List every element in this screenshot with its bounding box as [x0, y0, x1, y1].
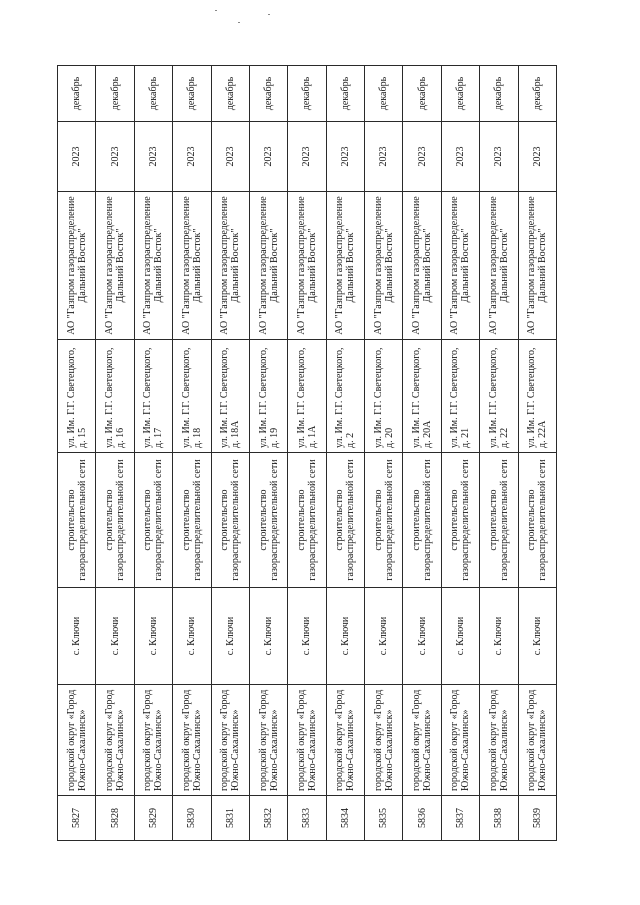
scan-speck	[215, 10, 217, 11]
row-number: 5832	[249, 796, 287, 841]
settlement-cell: с. Ключи	[288, 588, 326, 685]
work-type-cell: строительство газораспределительной сети	[518, 453, 557, 588]
settlement-cell: с. Ключи	[480, 588, 518, 685]
organization-cell: АО "Газпром газораспределение Дальний Восток"	[365, 192, 403, 340]
row-number: 5828	[96, 796, 134, 841]
address-cell: ул. Им. Г.Г. Светецкого, д. 19	[249, 340, 287, 453]
organization-cell: АО "Газпром газораспределение Дальний Восток"	[403, 192, 441, 340]
month-cell: декабрь	[288, 66, 326, 122]
organization-cell: АО "Газпром газораспределение Дальний Восток"	[134, 192, 172, 340]
municipality-cell: городской округ «Город Южно-Сахалинск»	[96, 685, 134, 796]
municipality-cell: городской округ «Город Южно-Сахалинск»	[134, 685, 172, 796]
organization-cell: АО "Газпром газораспределение Дальний Восток"	[96, 192, 134, 340]
month-cell: декабрь	[518, 66, 557, 122]
address-cell: ул. Им. Г.Г. Светецкого, д. 18	[173, 340, 211, 453]
municipality-cell: городской округ «Город Южно-Сахалинск»	[480, 685, 518, 796]
settlement-cell: с. Ключи	[326, 588, 364, 685]
year-cell: 2023	[441, 122, 479, 192]
scan-speck	[268, 14, 270, 15]
municipality-cell: городской округ «Город Южно-Сахалинск»	[403, 685, 441, 796]
settlement-cell: с. Ключи	[211, 588, 249, 685]
municipality-cell: городской округ «Город Южно-Сахалинск»	[326, 685, 364, 796]
municipality-cell: городской округ «Город Южно-Сахалинск»	[365, 685, 403, 796]
work-type-cell: строительство газораспределительной сети	[249, 453, 287, 588]
address-cell: ул. Им. Г.Г. Светецкого, д. 18А	[211, 340, 249, 453]
row-number: 5827	[58, 796, 96, 841]
settlement-cell: с. Ключи	[249, 588, 287, 685]
address-cell: ул. Им. Г.Г. Светецкого, д. 22А	[518, 340, 557, 453]
row-number: 5831	[211, 796, 249, 841]
municipality-cell: городской округ «Город Южно-Сахалинск»	[518, 685, 557, 796]
organization-cell: АО "Газпром газораспределение Дальний Восток"	[518, 192, 557, 340]
table-row	[249, 66, 287, 841]
organization-cell: АО "Газпром газораспределение Дальний Восток"	[326, 192, 364, 340]
month-cell: декабрь	[249, 66, 287, 122]
organization-cell: АО "Газпром газораспределение Дальний Восток"	[249, 192, 287, 340]
municipality-cell: городской округ «Город Южно-Сахалинск»	[58, 685, 96, 796]
municipality-cell: городской округ «Город Южно-Сахалинск»	[249, 685, 287, 796]
table-row	[173, 66, 211, 841]
table-row	[288, 66, 326, 841]
organization-cell: АО "Газпром газораспределение Дальний Восток"	[211, 192, 249, 340]
municipality-cell: городской округ «Город Южно-Сахалинск»	[211, 685, 249, 796]
year-cell: 2023	[211, 122, 249, 192]
row-number: 5836	[403, 796, 441, 841]
row-number: 5837	[441, 796, 479, 841]
table-row	[365, 66, 403, 841]
municipality-cell: городской округ «Город Южно-Сахалинск»	[173, 685, 211, 796]
row-number: 5838	[480, 796, 518, 841]
address-cell: ул. Им. Г.Г. Светецкого, д. 2	[326, 340, 364, 453]
municipality-cell: городской округ «Город Южно-Сахалинск»	[441, 685, 479, 796]
month-cell: декабрь	[403, 66, 441, 122]
table-row	[403, 66, 441, 841]
settlement-cell: с. Ключи	[96, 588, 134, 685]
year-cell: 2023	[58, 122, 96, 192]
row-number: 5839	[518, 796, 557, 841]
month-cell: декабрь	[441, 66, 479, 122]
address-cell: ул. Им. Г.Г. Светецкого, д. 16	[96, 340, 134, 453]
month-cell: декабрь	[134, 66, 172, 122]
address-cell: ул. Им. Г.Г. Светецкого, д. 20А	[403, 340, 441, 453]
work-type-cell: строительство газораспределительной сети	[96, 453, 134, 588]
settlement-cell: с. Ключи	[134, 588, 172, 685]
year-cell: 2023	[480, 122, 518, 192]
organization-cell: АО "Газпром газораспределение Дальний Восток"	[441, 192, 479, 340]
organization-cell: АО "Газпром газораспределение Дальний Восток"	[288, 192, 326, 340]
table-row	[518, 66, 557, 841]
month-cell: декабрь	[96, 66, 134, 122]
gasification-schedule-table	[57, 65, 557, 841]
year-cell: 2023	[326, 122, 364, 192]
work-type-cell: строительство газораспределительной сети	[134, 453, 172, 588]
work-type-cell: строительство газораспределительной сети	[211, 453, 249, 588]
year-cell: 2023	[288, 122, 326, 192]
settlement-cell: с. Ключи	[58, 588, 96, 685]
row-number: 5829	[134, 796, 172, 841]
table-row	[96, 66, 134, 841]
table-row	[58, 66, 96, 841]
year-cell: 2023	[249, 122, 287, 192]
scan-speck	[238, 22, 240, 23]
work-type-cell: строительство газораспределительной сети	[480, 453, 518, 588]
address-cell: ул. Им. Г.Г. Светецкого, д. 22	[480, 340, 518, 453]
year-cell: 2023	[96, 122, 134, 192]
month-cell: декабрь	[58, 66, 96, 122]
table-row	[134, 66, 172, 841]
table-row	[441, 66, 479, 841]
address-cell: ул. Им. Г.Г. Светецкого, д. 21	[441, 340, 479, 453]
address-cell: ул. Им. Г.Г. Светецкого, д. 17	[134, 340, 172, 453]
table-row	[480, 66, 518, 841]
work-type-cell: строительство газораспределительной сети	[173, 453, 211, 588]
work-type-cell: строительство газораспределительной сети	[441, 453, 479, 588]
work-type-cell: строительство газораспределительной сети	[403, 453, 441, 588]
year-cell: 2023	[173, 122, 211, 192]
organization-cell: АО "Газпром газораспределение Дальний Восток"	[480, 192, 518, 340]
municipality-cell: городской округ «Город Южно-Сахалинск»	[288, 685, 326, 796]
organization-cell: АО "Газпром газораспределение Дальний Восток"	[58, 192, 96, 340]
settlement-cell: с. Ключи	[518, 588, 557, 685]
table-row	[211, 66, 249, 841]
month-cell: декабрь	[326, 66, 364, 122]
settlement-cell: с. Ключи	[365, 588, 403, 685]
settlement-cell: с. Ключи	[441, 588, 479, 685]
row-number: 5835	[365, 796, 403, 841]
rotated-table-page	[57, 66, 557, 841]
row-number: 5834	[326, 796, 364, 841]
month-cell: декабрь	[173, 66, 211, 122]
work-type-cell: строительство газораспределительной сети	[288, 453, 326, 588]
settlement-cell: с. Ключи	[173, 588, 211, 685]
month-cell: декабрь	[480, 66, 518, 122]
year-cell: 2023	[403, 122, 441, 192]
year-cell: 2023	[365, 122, 403, 192]
address-cell: ул. Им. Г.Г. Светецкого, д. 1А	[288, 340, 326, 453]
work-type-cell: строительство газораспределительной сети	[365, 453, 403, 588]
settlement-cell: с. Ключи	[403, 588, 441, 685]
row-number: 5833	[288, 796, 326, 841]
address-cell: ул. Им. Г.Г. Светецкого, д. 15	[58, 340, 96, 453]
organization-cell: АО "Газпром газораспределение Дальний Восток"	[173, 192, 211, 340]
row-number: 5830	[173, 796, 211, 841]
table-row	[326, 66, 364, 841]
year-cell: 2023	[134, 122, 172, 192]
work-type-cell: строительство газораспределительной сети	[326, 453, 364, 588]
work-type-cell: строительство газораспределительной сети	[58, 453, 96, 588]
month-cell: декабрь	[211, 66, 249, 122]
address-cell: ул. Им. Г.Г. Светецкого, д. 20	[365, 340, 403, 453]
month-cell: декабрь	[365, 66, 403, 122]
year-cell: 2023	[518, 122, 557, 192]
